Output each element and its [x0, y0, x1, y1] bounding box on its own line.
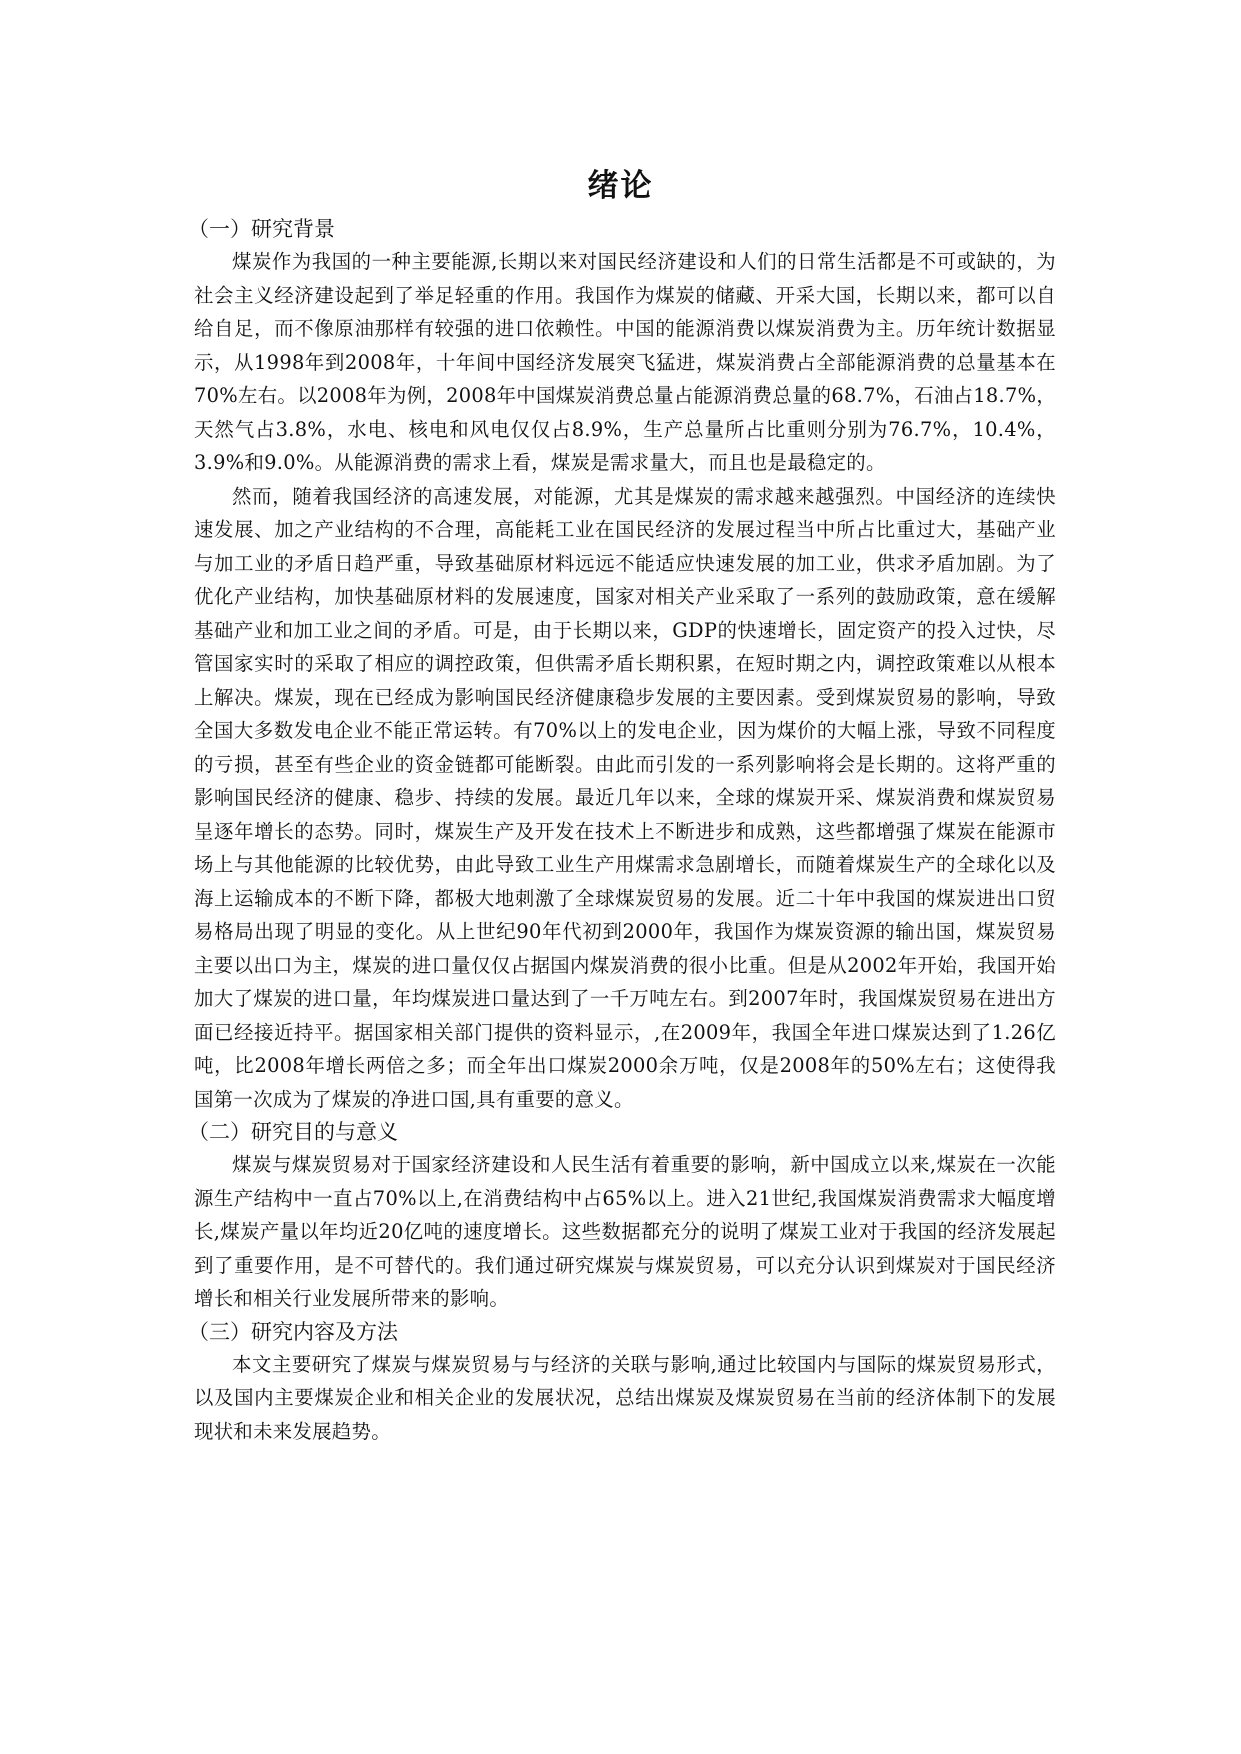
document-body [188, 213, 1057, 1448]
paragraph: 煤炭作为我国的一种主要能源,长期以来对国民经济建设和人们的日常生活都是不可或缺的，为社会主义经济建设起到了举足轻重的作用。我国作为煤炭的储藏、开采大国，长期以来，都可以自给自足，而不像原油那样有较强的进口依赖性。中国的能源消费以煤炭消费为主。历年统计数据显示，从1998年到2008年，十年间中国经济发展突飞猛进，煤炭消费占全部能源消费的总量基本在70%左右。以2008年为例，2008年中国煤炭消费总量占能源消费总量的68.7%，石油占18.7%，天然气占3.8%，水电、核电和风电仅仅占8.9%，生产总量所占比重则分别为76.7%，10.4%，3.9%和9.0%。从能源消费的需求上看，煤炭是需求量大，而且也是最稳定的。 [194, 250, 1057, 474]
section-research-purpose [188, 1116, 1056, 1316]
paragraph: 煤炭与煤炭贸易对于国家经济建设和人民生活有着重要的影响，新中国成立以来,煤炭在一次能源生产结构中一直占70%以上,在消费结构中占65%以上。进入21世纪,我国煤炭消费需求大幅度增长,煤炭产量以年均近20亿吨的速度增长。这些数据都充分的说明了煤炭工业对于我国的经济发展起到了重要作用，是不可替代的。我们通过研究煤炭与煤炭贸易，可以充分认识到煤炭对于国民经济增长和相关行业发展所带来的影响。 [194, 1153, 1056, 1310]
paragraph: 然而，随着我国经济的高速发展，对能源，尤其是煤炭的需求越来越强烈。中国经济的连续快速发展、加之产业结构的不合理，高能耗工业在国民经济的发展过程当中所占比重过大，基础产业与加工业的矛盾日趋严重，导致基础原材料远远不能适应快速发展的加工业，供求矛盾加剧。为了优化产业结构，加快基础原材料的发展速度，国家对相关产业采取了一系列的鼓励政策，意在缓解基础产业和加工业之间的矛盾。可是，由于长期以来，GDP的快速增长，固定资产的投入过快，尽管国家实时的采取了相应的调控政策，但供需矛盾长期积累，在短时期之内，调控政策难以从根本上解决。煤炭，现在已经成为影响国民经济健康稳步发展的主要因素。受到煤炭贸易的影响，导致全国大多数发电企业不能正常运转。有70%以上的发电企业，因为煤价的大幅上涨，导致不同程度的亏损，甚至有些企业的资金链都可能断裂。由此而引发的一系列影响将会是长期的。这将严重的影响国民经济的健康、稳步、持续的发展。最近几年以来，全球的煤炭开采、煤炭消费和煤炭贸易呈逐年增长的态势。同时，煤炭生产及开发在技术上不断进步和成熟，这些都增强了煤炭在能源市场上与其他能源的比较优势，由此导致工业生产用煤需求急剧增长，而随着煤炭生产的全球化以及海上运输成本的不断下降，都极大地刺激了全球煤炭贸易的发展。近二十年中我国的煤炭进出口贸易格局出现了明显的变化。从上世纪90年代初到2000年，我国作为煤炭资源的输出国，煤炭贸易主要以出口为主，煤炭的进口量仅仅占据国内煤炭消费的很小比重。但是从2002年开始，我国开始加大了煤炭的进口量，年均煤炭进口量达到了一千万吨左右。到2007年时，我国煤炭贸易在进出方面已经接近持平。据国家相关部门提供的资料显示，,在2009年，我国全年进口煤炭达到了1.26亿吨，比2008年增长两倍之多；而全年出口煤炭2000余万吨，仅是2008年的50%左右；这使得我国第一次成为了煤炭的净进口国,具有重要的意义。 [194, 484, 1056, 1111]
page-title: 绪论 [587, 168, 654, 204]
section-heading: （二）研究目的与意义 [188, 1120, 398, 1144]
section-heading: （一）研究背景 [188, 217, 335, 241]
section-heading: （三）研究内容及方法 [188, 1319, 398, 1344]
section-research-background [188, 213, 1057, 1116]
paragraph: 本文主要研究了煤炭与煤炭贸易与与经济的关联与影响,通过比较国内与国际的煤炭贸易形式，以及国内主要煤炭企业和相关企业的发展状况，总结出煤炭及煤炭贸易在当前的经济体制下的发展现状和未来发展趋势。 [194, 1352, 1056, 1443]
section-research-content-methods [188, 1316, 1056, 1449]
